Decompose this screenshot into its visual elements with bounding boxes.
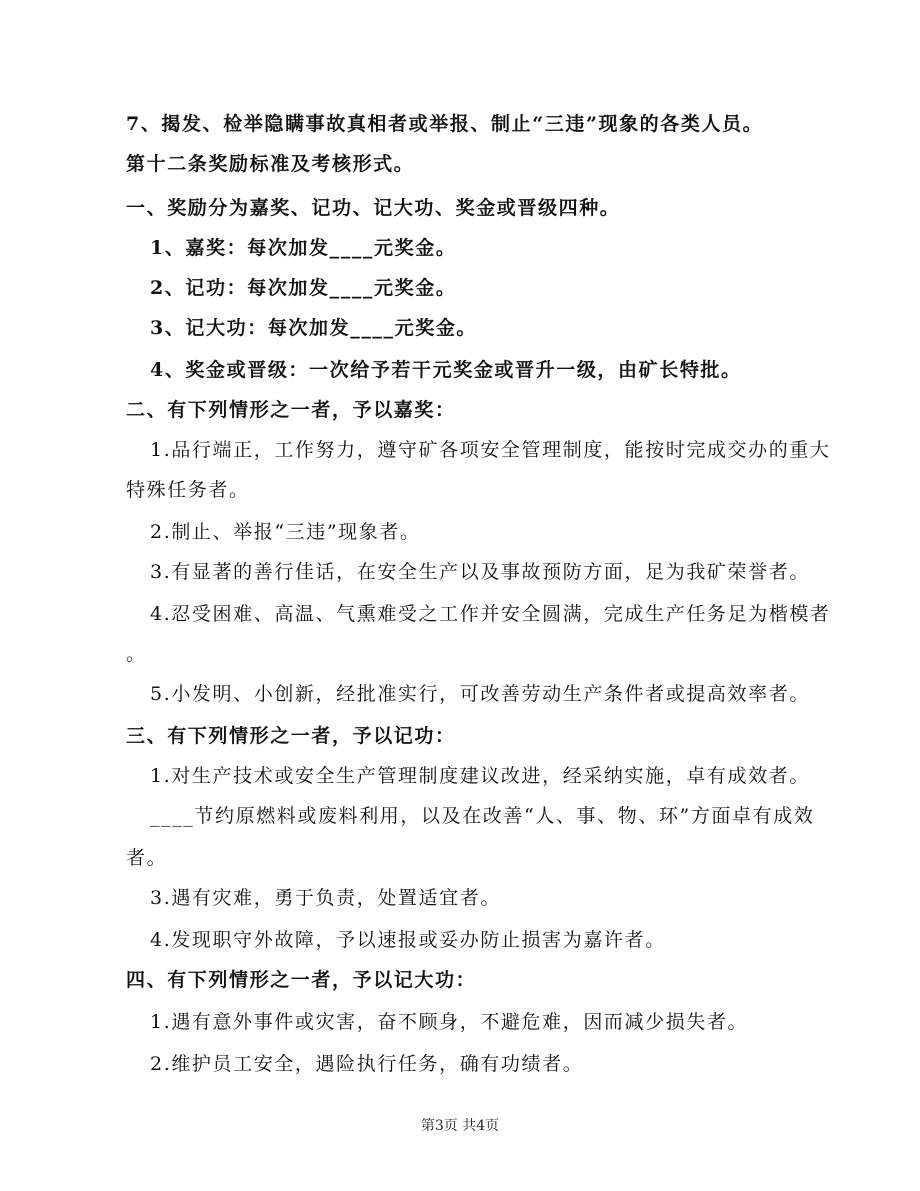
text-line-11: 2.制止、举报“三违”现象者。 [150,521,421,543]
text-line-24: 2.维护员工安全，遇险执行任务，确有功绩者。 [150,1053,584,1075]
text-line-15: 5.小发明、小创新，经批准实行，可改善劳动生产条件者或提高效率者。 [150,683,810,705]
text-line-16: 三、有下列情形之一者，予以记功： [126,725,456,747]
text-line-21: 4.发现职守外故障，予以速报或妥办防止损害为嘉许者。 [150,929,666,951]
text-line-10: 特殊任务者。 [126,479,250,501]
text-line-22: 四、有下列情形之一者，予以记大功： [126,969,477,991]
text-line-7: 4、奖金或晋级：一次给予若干元奖金或晋升一级，由矿长特批。 [150,359,742,381]
text-line-6: 3、记大功：每次加发____元奖金。 [150,317,478,339]
text-line-17: 1.对生产技术或安全生产管理制度建议改进，经采纳实施，卓有成效者。 [150,765,810,787]
text-line-3: 一、奖励分为嘉奖、记功、记大功、奖金或晋级四种。 [126,197,621,219]
text-line-13: 4.忍受困难、高温、气熏难受之工作并安全圆满，完成生产任务足为楷模者 [150,603,831,625]
text-line-12: 3.有显著的善行佳话，在安全生产以及事故预防方面，足为我矿荣誉者。 [150,561,810,583]
text-line-2: 第十二条奖励标准及考核形式。 [126,153,415,175]
text-line-19: 者。 [126,847,168,869]
text-line-5: 2、记功：每次加发____元奖金。 [150,277,457,299]
text-line-1: 7、揭发、检举隐瞒事故真相者或举报、制止“三违”现象的各类人员。 [126,113,764,135]
text-line-4: 1、嘉奖：每次加发____元奖金。 [150,237,457,259]
text-line-18: ____节约原燃料或废料利用，以及在改善“人、事、物、环”方面卓有成效 [150,805,815,827]
text-line-14: 。 [126,643,147,665]
text-line-8: 二、有下列情形之一者，予以嘉奖： [126,399,456,421]
text-line-9: 1.品行端正，工作努力，遵守矿各项安全管理制度，能按时完成交办的重大 [150,439,831,461]
page-number-footer: 第3页 共4页 [420,1118,500,1134]
text-line-20: 3.遇有灾难，勇于负责，处置适宜者。 [150,887,501,909]
text-line-23: 1.遇有意外事件或灾害，奋不顾身，不避危难，因而减少损失者。 [150,1011,749,1033]
